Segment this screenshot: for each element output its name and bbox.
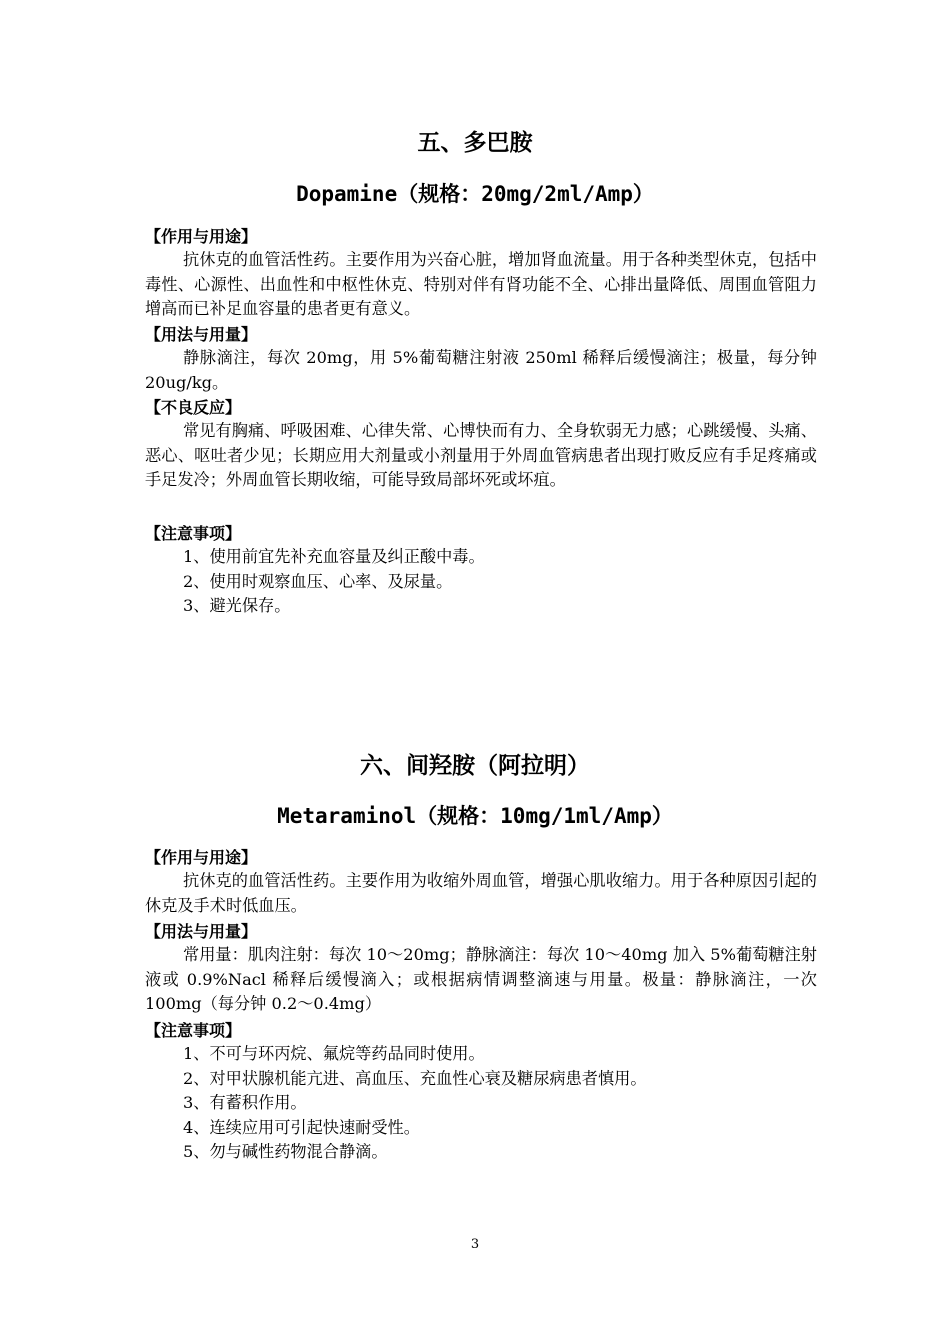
page-number: 3 [470,1237,480,1252]
drug-title-metaraminol: 六、间羟胺（阿拉明） [360,753,590,779]
list-item: 2、对甲状腺机能亢进、高血压、充血性心衰及糖尿病患者慎用。 [183,1068,647,1088]
list-item: 4、连续应用可引起快速耐受性。 [183,1117,420,1137]
metaraminol-dosage-section [145,920,817,1017]
drug-subtitle-metaraminol: Metaraminol（规格：10mg/1ml/Amp） [277,804,673,828]
list-item: 2、使用时观察血压、心率、及尿量。 [183,571,453,591]
precautions-list [145,1042,817,1165]
metaraminol-action-section [145,846,817,918]
section-heading-precautions: 【注意事项】 [145,1021,242,1040]
action-text: 抗休克的血管活性药。主要作用为兴奋心脏，增加肾血流量。用于各种类型休克，包括中毒性、心源性、出血性和中枢性休克、特别对伴有肾功能不全、心排出量降低、周围血管阻力增高而已补足血容量的患者更有意义。 [145,250,817,318]
list-item: 3、有蓄积作用。 [183,1093,307,1112]
section-heading-adverse: 【不良反应】 [145,398,242,417]
list-item: 1、使用前宜先补充血容量及纠正酸中毒。 [183,547,485,566]
dosage-text: 常用量：肌肉注射：每次 10～20mg；静脉滴注：每次 10～40mg 加入 5%葡萄糖注射液或 0.9%Nacl 稀释后缓慢滴入；或根据病情调整滴速与用量。极量：静脉滴注，一次 100mg（每分钟 0.2～0.4mg） [145,945,817,1013]
dopamine-dosage-section [145,323,817,395]
section-heading-action: 【作用与用途】 [145,848,258,867]
section-heading-precautions: 【注意事项】 [145,524,242,543]
dopamine-precautions-section [145,522,817,619]
action-text: 抗休克的血管活性药。主要作用为收缩外周血管，增强心肌收缩力。用于各种原因引起的休克及手术时低血压。 [145,871,817,915]
drug-title-dopamine: 五、多巴胺 [417,130,533,156]
section-heading-dosage: 【用法与用量】 [145,325,258,344]
metaraminol-precautions-section [145,1019,817,1165]
list-item: 1、不可与环丙烷、氟烷等药品同时使用。 [183,1044,485,1063]
list-item: 3、避光保存。 [183,596,291,615]
adverse-text: 常见有胸痛、呼吸困难、心律失常、心博快而有力、全身软弱无力感；心跳缓慢、头痛、恶心、呕吐者少见；长期应用大剂量或小剂量用于外周血管病患者出现打败反应有手足疼痛或手足发冷；外周血管长期收缩，可能导致局部坏死或坏疽。 [145,421,817,489]
list-item: 5、勿与碱性药物混合静滴。 [183,1142,388,1161]
precautions-list [145,545,817,619]
dosage-text: 静脉滴注，每次 20mg，用 5%葡萄糖注射液 250ml 稀释后缓慢滴注；极量，每分钟 20ug/kg。 [145,348,817,392]
section-heading-dosage: 【用法与用量】 [145,922,258,941]
section-heading-action: 【作用与用途】 [145,227,258,246]
drug-subtitle-dopamine: Dopamine（规格：20mg/2ml/Amp） [296,182,654,206]
dopamine-adverse-section [145,396,817,493]
dopamine-action-section [145,225,817,322]
